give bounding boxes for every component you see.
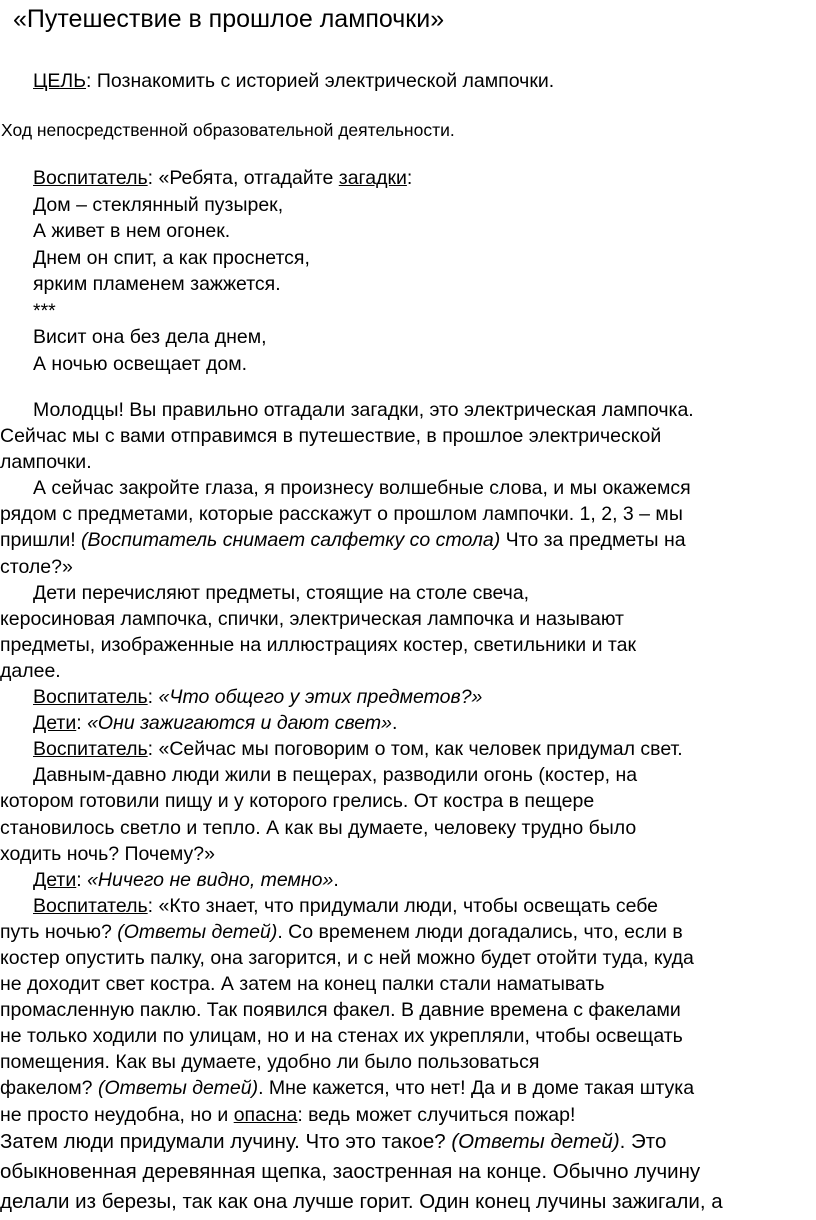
riddles-word: загадки	[338, 167, 407, 189]
text-span: : ведь может случиться пожар!	[297, 1103, 576, 1126]
riddle-line: А живет в нем огонек.	[33, 220, 231, 242]
speaker-teacher: Воспитатель	[33, 686, 148, 709]
text-line: Дети перечисляют предметы, стоящие на столе свеча,	[33, 581, 530, 604]
text-line: Сейчас мы с вами отправимся в путешествие, в прошлое электрической	[0, 425, 662, 448]
dialogue-text: «Ничего не видно, темно»	[87, 868, 334, 891]
text-line: А сейчас закройте глаза, я произнесу волшебные слова, и мы окажемся	[33, 477, 691, 500]
text-line: Давным-давно люди жили в пещерах, разводили огонь (костер, на	[33, 764, 638, 787]
stage-direction: (Ответы детей)	[97, 1077, 259, 1100]
text-span: . Мне кажется, что нет! Да и в доме такая штука	[258, 1077, 695, 1100]
goal-label: ЦЕЛЬ	[33, 70, 87, 92]
riddles-intro	[0, 165, 812, 192]
text-line: не доходит свет костра. А затем на конец палки стали наматывать	[0, 973, 605, 996]
text-line	[0, 527, 812, 553]
text-span: :	[76, 868, 88, 891]
text-line: ходить ночь? Почему?»	[0, 842, 215, 865]
text-span: не просто неудобна, но и	[0, 1103, 234, 1126]
dialogue-line	[0, 710, 812, 736]
tail-text	[0, 1127, 812, 1217]
text-line: котором готовили пищу и у которого грелись. От костра в пещере	[0, 790, 595, 813]
text-line	[0, 1075, 812, 1101]
text-span: пришли!	[0, 529, 82, 552]
text-span: Затем люди придумали лучину. Что это такое?	[0, 1130, 452, 1153]
text-line: предметы, изображенные на иллюстрациях костер, светильники и так	[0, 633, 637, 656]
stage-direction: (Ответы детей)	[451, 1130, 620, 1153]
text-span: .	[333, 868, 339, 891]
dialogue-text: «Что общего у этих предметов?»	[158, 686, 483, 709]
riddles-section	[0, 165, 812, 377]
text-line: костер опустить палку, она загорится, и с ней можно будет отойти туда, куда	[0, 946, 694, 969]
text-line: далее.	[0, 659, 61, 682]
riddle-line: А ночью освещает дом.	[33, 352, 248, 375]
goal-text: : Познакомить с историей электрической лампочки.	[86, 70, 555, 92]
text-span: . Это	[619, 1130, 667, 1153]
text-line: делали из березы, так как она лучше горит. Один конец лучины зажигали, а	[0, 1190, 723, 1213]
riddle-line: ярким пламенем зажжется.	[33, 273, 281, 295]
text-line: обыкновенная деревянная щепка, заостренная на конце. Обычно лучину	[0, 1160, 701, 1183]
riddle-line: Днем он спит, а как проснется,	[33, 246, 310, 269]
text-line: Молодцы! Вы правильно отгадали загадки, это электрическая лампочка.	[33, 399, 694, 421]
text-line: лампочки.	[0, 451, 92, 474]
speaker-children: Дети	[33, 868, 77, 891]
speaker-teacher: Воспитатель	[33, 738, 148, 761]
main-text	[0, 397, 812, 1128]
text-line	[0, 1102, 812, 1128]
underlined-word: опасна	[233, 1103, 298, 1126]
dialogue-line	[0, 867, 812, 893]
text-line: промасленную паклю. Так появился факел. В давние времена с факелами	[0, 999, 681, 1022]
speaker-children: Дети	[33, 712, 77, 735]
text-span: факелом?	[0, 1077, 98, 1100]
speaker-teacher: Воспитатель	[33, 894, 148, 917]
riddles-intro-text: : «Ребята, отгадайте	[147, 167, 339, 189]
page-title: «Путешествие в прошлое лампочки»	[13, 5, 445, 33]
text-span: :	[76, 712, 88, 735]
text-line: не только ходили по улицам, но и на стенах их укрепляли, чтобы освещать	[0, 1025, 683, 1048]
riddles-colon: :	[406, 167, 413, 189]
dialogue-text: : «Сейчас мы поговорим о том, как человек придумал свет.	[147, 738, 683, 761]
speaker-teacher: Воспитатель	[33, 167, 148, 189]
course-heading: Ход непосредственной образовательной деятельности.	[1, 120, 455, 140]
dialogue-text: : «Кто знает, что придумали люди, чтобы освещать себе	[147, 894, 659, 917]
dialogue-line	[0, 893, 812, 919]
text-span: :	[147, 686, 159, 709]
text-line: керосиновая лампочка, спички, электрическая лампочка и называют	[0, 607, 624, 630]
riddle-separator: ***	[33, 299, 56, 322]
stage-direction: (Воспитатель снимает салфетку со стола)	[81, 529, 501, 552]
text-line: рядом с предметами, которые расскажут о прошлом лампочки. 1, 2, 3 – мы	[0, 503, 683, 526]
text-line: помещения. Как вы думаете, удобно ли было пользоваться	[0, 1051, 540, 1074]
dialogue-text: «Они зажигаются и дают свет»	[87, 712, 392, 735]
text-line: столе?»	[0, 555, 73, 578]
text-span: . Со временем люди догадались, что, если в	[277, 920, 683, 943]
goal-line	[33, 68, 554, 94]
stage-direction: (Ответы детей)	[117, 920, 278, 943]
text-line: становилось светло и тепло. А как вы думаете, человеку трудно было	[0, 816, 637, 839]
text-span: .	[391, 712, 398, 735]
dialogue-line	[0, 736, 812, 762]
riddle-line: Висит она без дела днем,	[33, 326, 267, 348]
text-span: Что за предметы на	[500, 529, 686, 552]
text-line	[0, 919, 812, 945]
riddle-line: Дом – стеклянный пузырек,	[33, 193, 284, 216]
dialogue-line	[0, 684, 812, 710]
text-line	[0, 1127, 812, 1157]
text-span: путь ночью?	[0, 920, 118, 943]
